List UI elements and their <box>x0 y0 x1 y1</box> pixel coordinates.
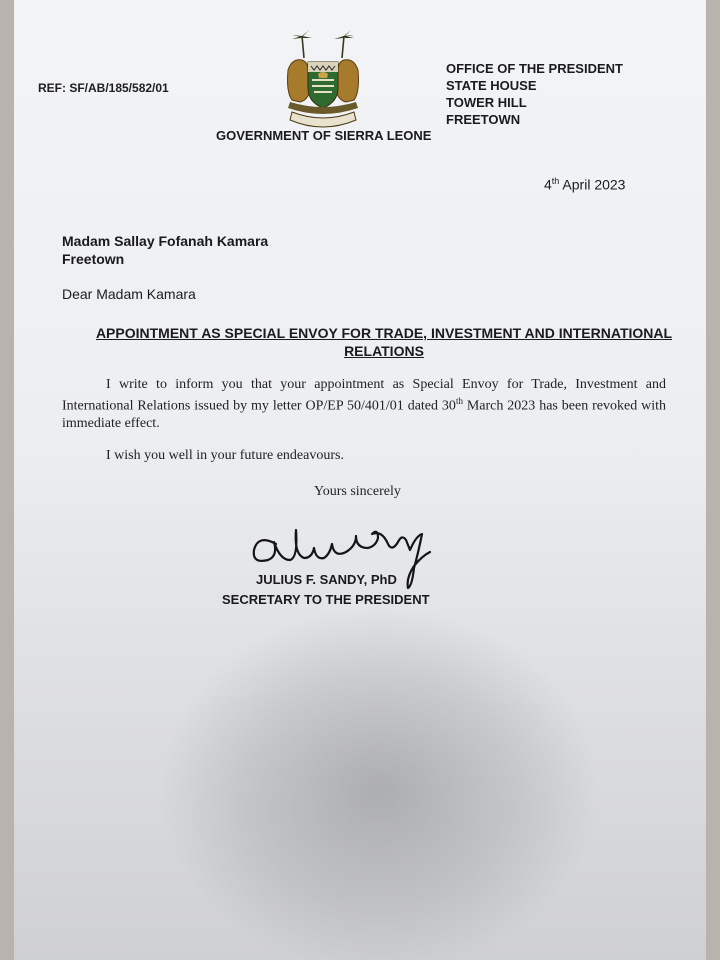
body-paragraph <box>62 376 666 432</box>
salutation: Dear Madam Kamara <box>62 286 196 302</box>
office-line: OFFICE OF THE PRESIDENT <box>446 61 623 76</box>
date-day: 4 <box>544 176 552 193</box>
sierra-leone-coat-of-arms-icon <box>278 28 368 132</box>
government-name: GOVERNMENT OF SIERRA LEONE <box>216 128 432 143</box>
handwritten-signature <box>236 518 526 602</box>
office-line: TOWER HILL <box>446 95 527 110</box>
date-suffix: th <box>551 176 560 186</box>
reference-number: REF: SF/AB/185/582/01 <box>38 81 169 95</box>
photo-shadow <box>164 610 594 960</box>
well-wishes-paragraph: I wish you well in your future endeavours. <box>106 448 344 463</box>
office-line: STATE HOUSE <box>446 78 537 93</box>
body-paragraph-end: March 2023 has been revoked with immediate effect. <box>62 398 667 431</box>
letter-paper <box>14 0 706 960</box>
recipient-name: Madam Sallay Fofanah Kamara <box>62 233 269 249</box>
body-paragraph-sup: th <box>455 396 463 406</box>
closing: Yours sincerely <box>314 484 401 499</box>
recipient-block <box>62 232 268 268</box>
signatory-name: JULIUS F. SANDY, PhD <box>256 572 397 587</box>
body-paragraph-text: I write to inform you that your appointment as Special Envoy for Trade, Investment and International Relations issued by my letter OP/EP 50/401/01 dated 30 <box>62 377 666 414</box>
letter-subject: APPOINTMENT AS SPECIAL ENVOY FOR TRADE, INVESTMENT AND INTERNATIONAL RELATIONS <box>95 325 673 359</box>
office-address <box>446 60 623 128</box>
letter-date <box>544 176 625 193</box>
date-rest: April 2023 <box>559 176 626 193</box>
office-line: FREETOWN <box>446 112 521 127</box>
recipient-city: Freetown <box>62 251 125 267</box>
signatory-title: SECRETARY TO THE PRESIDENT <box>222 592 430 607</box>
